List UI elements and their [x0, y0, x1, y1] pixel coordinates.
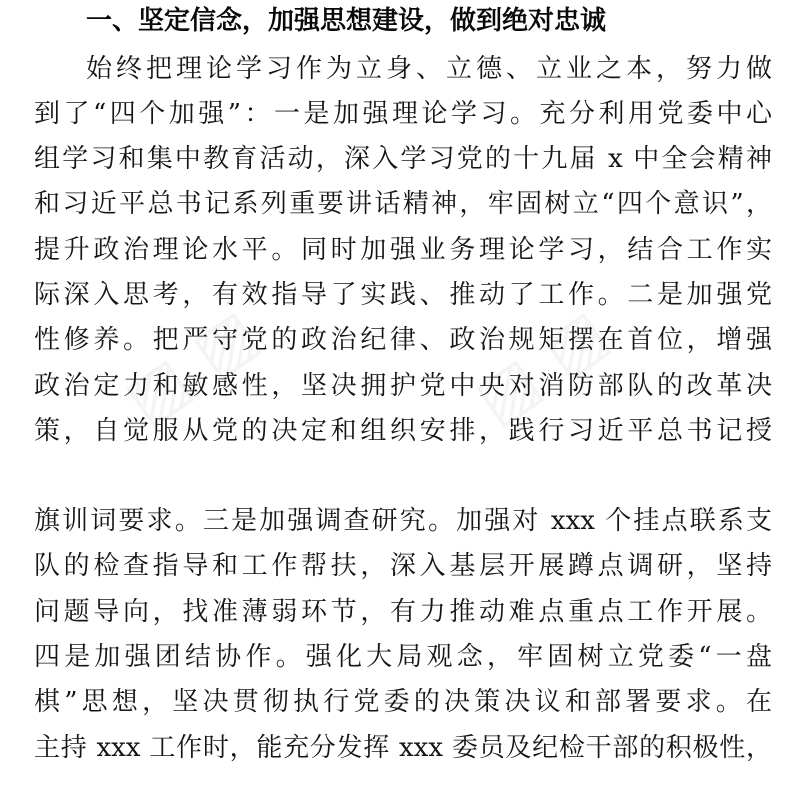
paragraph-line: 队的检查指导和工作帮扶，深入基层开展蹲点调研，坚持	[34, 551, 772, 581]
paragraph-line: 棋”思想，坚决贯彻执行党委的决策决议和部署要求。在	[34, 687, 772, 717]
paragraph-line: 际深入思考，有效指导了实践、推动了工作。二是加强党	[34, 280, 772, 310]
paragraph-line: 和习近平总书记系列重要讲话精神，牢固树立“四个意识”，	[34, 189, 772, 219]
paragraph-line: 组学习和集中教育活动，深入学习党的十九届 x 中全会精神	[34, 144, 772, 174]
watermark-right: ▨ ▨	[461, 295, 622, 439]
paragraph-line: 策，自觉服从党的决定和组织安排，践行习近平总书记授	[34, 416, 772, 446]
section-heading: 一、坚定信念，加强思想建设，做到绝对忠诚	[86, 6, 607, 36]
paragraph-line: 性修养。把严守党的政治纪律、政治规矩摆在首位，增强	[34, 325, 772, 355]
paragraph-line: 始终把理论学习作为立身、立德、立业之本，努力做	[86, 54, 772, 84]
paragraph-line: 提升政治理论水平。同时加强业务理论学习，结合工作实	[34, 235, 772, 265]
paragraph-line: 旗训词要求。三是加强调查研究。加强对 xxx 个挂点联系支	[34, 506, 772, 536]
paragraph-line: 主持 xxx 工作时，能充分发挥 xxx 委员及纪检干部的积极性，	[34, 733, 772, 763]
paragraph-line: 到了“四个加强”：一是加强理论学习。充分利用党委中心	[34, 99, 772, 129]
paragraph-line: 四是加强团结协作。强化大局观念，牢固树立党委“一盘	[34, 642, 772, 672]
paragraph-line: 问题导向，找准薄弱环节，有力推动难点重点工作开展。	[34, 597, 772, 627]
watermark-left: ▨ ▨	[111, 295, 272, 439]
paragraph-line: 政治定力和敏感性，坚决拥护党中央对消防部队的改革决	[34, 371, 772, 401]
